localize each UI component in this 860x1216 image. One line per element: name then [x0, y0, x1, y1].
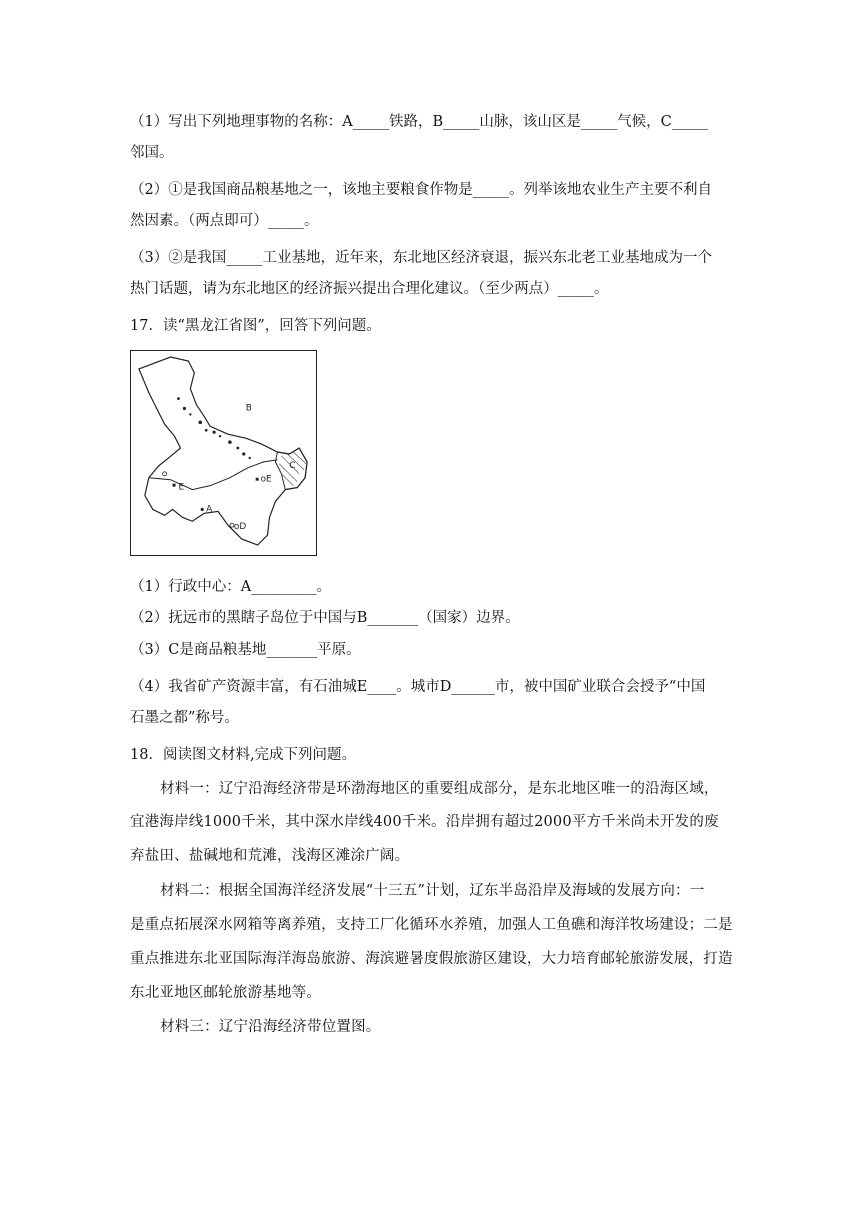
q17-title: 17．读“黑龙江省图”，回答下列问题。 — [130, 318, 381, 334]
map-label-d: oD — [233, 522, 247, 533]
q18-material2-line4: 东北亚地区邮轮旅游基地等。 — [130, 985, 322, 1001]
q16-part3-line2: 热门话题，请为东北地区的经济振兴提出合理化建议。（至少两点）_____。 — [130, 281, 609, 297]
q16-part2-line2: 然因素。（两点即可）_____。 — [130, 213, 319, 229]
q18-material2-line1: 材料二：根据全国海洋经济发展“十三五”计划，辽东半岛沿岸及海域的发展方向：一 — [160, 883, 705, 899]
q17-sub3: （3）C是商品粮基地_______平原。 — [130, 642, 361, 658]
q18-material1-line1: 材料一：辽宁沿海经济带是环渤海地区的重要组成部分，是东北地区唯一的沿海区域， — [160, 781, 719, 797]
q16-part1-line1: （1）写出下列地理事物的名称：A_____铁路，B_____山脉，该山区是_____气候，C_____ — [130, 114, 708, 130]
q18-title: 18．阅读图文材料,完成下列问题。 — [130, 747, 357, 763]
q16-part2-line1: （2）①是我国商品粮基地之一，该地主要粮食作物是_____。列举该地农业生产主要不利自 — [130, 182, 712, 198]
q17-sub1: （1）行政中心：A_________。 — [130, 579, 331, 595]
q16-part1-line2: 邻国。 — [130, 145, 174, 161]
q18-material2-line2: 是重点拓展深水网箱等离养殖，支持工厂化循环水养殖，加强人工鱼礁和海洋牧场建设；二是 — [130, 917, 733, 933]
map-label-c: C — [289, 460, 296, 471]
q17-sub4-line1: （4）我省矿产资源丰富，有石油城E____。城市D______市，被中国矿业联合会授予“中国 — [130, 679, 706, 695]
map-label-b: B — [245, 403, 252, 414]
q18-material2-line3: 重点推进东北亚国际海洋海岛旅游、海滨避暑度假旅游区建设，大力培育邮轮旅游发展，打造 — [130, 951, 733, 967]
heilongjiang-map-outline — [131, 351, 316, 555]
heilongjiang-map — [130, 350, 317, 556]
q18-material1-line2: 宜港海岸线1000千米，其中深水岸线400千米。沿岸拥有超过2000平方千米尚未开发的废 — [130, 814, 719, 830]
map-label-a: A — [206, 504, 213, 515]
q16-part3-line1: （3）②是我国_____工业基地，近年来，东北地区经济衰退，振兴东北老工业基地成为一个 — [130, 250, 712, 266]
q17-sub2: （2）抚远市的黑瞎子岛位于中国与B_______（国家）边界。 — [130, 610, 520, 626]
map-label-e-small: oE — [260, 474, 272, 485]
q18-material3: 材料三：辽宁沿海经济带位置图。 — [160, 1019, 381, 1035]
q18-material1-line3: 弃盐田、盐碱地和荒滩，浅海区滩涂广阔。 — [130, 848, 410, 864]
q17-sub4-line2: 石墨之都”称号。 — [130, 710, 239, 726]
map-label-e: E — [178, 482, 185, 493]
